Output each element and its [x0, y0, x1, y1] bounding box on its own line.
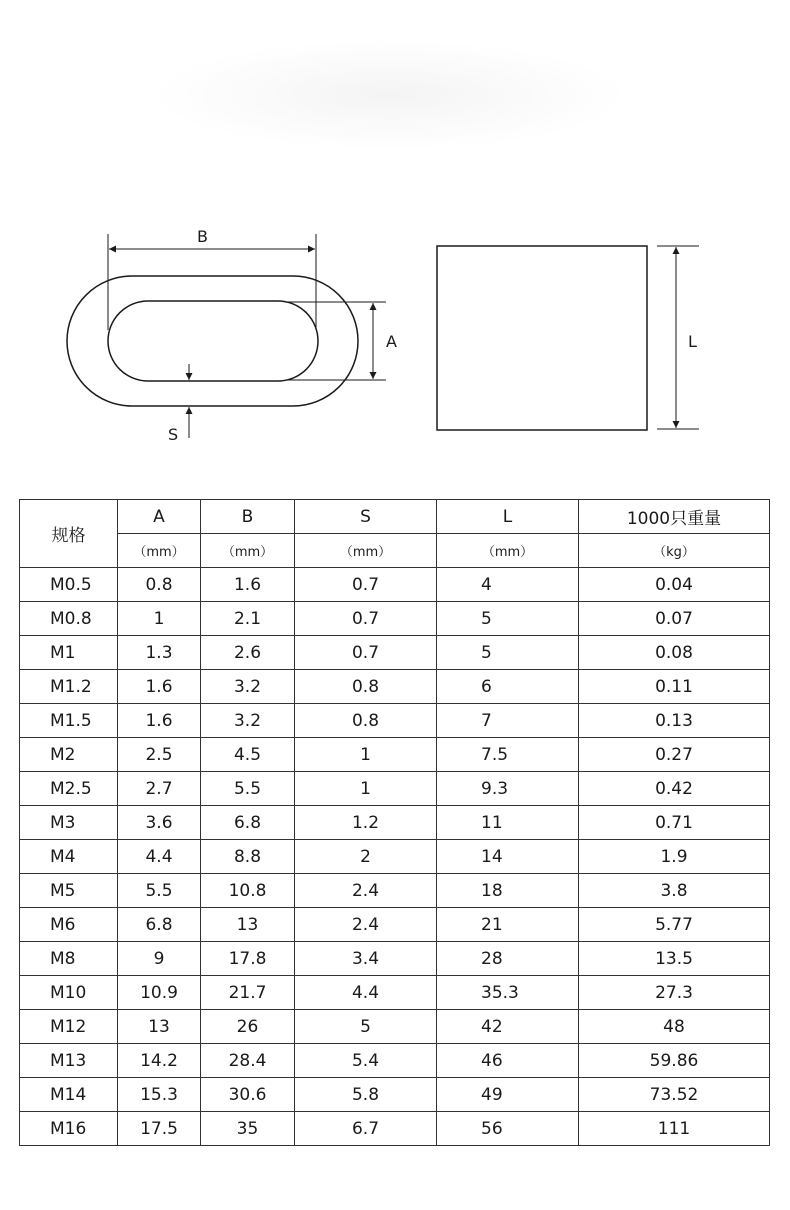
header-weight: 1000只重量 — [579, 500, 770, 534]
cell-weight: 27.3 — [579, 976, 770, 1010]
table-row — [20, 942, 770, 976]
cell-weight: 73.52 — [579, 1078, 770, 1112]
s-label: S — [168, 425, 179, 444]
table-row — [20, 806, 770, 840]
cell-b: 5.5 — [201, 772, 295, 806]
cell-a: 13 — [118, 1010, 201, 1044]
table-row — [20, 704, 770, 738]
sleeve-outer-outline — [67, 276, 358, 406]
cell-weight: 48 — [579, 1010, 770, 1044]
cell-spec: M16 — [20, 1112, 118, 1146]
cell-l: 46 — [437, 1044, 579, 1078]
cell-l: 7.5 — [437, 738, 579, 772]
cell-a: 10.9 — [118, 976, 201, 1010]
cell-l: 35.3 — [437, 976, 579, 1010]
header-s: S — [295, 500, 437, 534]
cell-l: 56 — [437, 1112, 579, 1146]
cell-weight: 0.71 — [579, 806, 770, 840]
background-shade — [150, 40, 630, 150]
table-row — [20, 840, 770, 874]
cell-l: 5 — [437, 602, 579, 636]
table-row — [20, 602, 770, 636]
cell-spec: M2 — [20, 738, 118, 772]
cell-a: 1.3 — [118, 636, 201, 670]
header-l: L — [437, 500, 579, 534]
cell-b: 10.8 — [201, 874, 295, 908]
table-unit-row — [20, 534, 770, 568]
cell-weight: 59.86 — [579, 1044, 770, 1078]
cell-b: 6.8 — [201, 806, 295, 840]
cell-spec: M6 — [20, 908, 118, 942]
header-b: B — [201, 500, 295, 534]
cell-spec: M1.5 — [20, 704, 118, 738]
sleeve-side-view — [437, 246, 647, 430]
cell-b: 2.6 — [201, 636, 295, 670]
cell-l: 5 — [437, 636, 579, 670]
cell-a: 2.5 — [118, 738, 201, 772]
cell-spec: M12 — [20, 1010, 118, 1044]
cell-a: 9 — [118, 942, 201, 976]
table-row — [20, 1044, 770, 1078]
cell-a: 1 — [118, 602, 201, 636]
unit-a: （mm） — [118, 534, 201, 568]
cell-a: 1.6 — [118, 704, 201, 738]
table-row — [20, 738, 770, 772]
table-row — [20, 772, 770, 806]
cell-l: 42 — [437, 1010, 579, 1044]
table-row — [20, 1112, 770, 1146]
header-spec: 规格 — [20, 500, 118, 568]
cell-spec: M13 — [20, 1044, 118, 1078]
table-row — [20, 1010, 770, 1044]
cell-a: 1.6 — [118, 670, 201, 704]
cell-l: 21 — [437, 908, 579, 942]
cell-l: 4 — [437, 568, 579, 602]
cell-s: 2 — [295, 840, 437, 874]
cell-s: 2.4 — [295, 908, 437, 942]
table-row — [20, 568, 770, 602]
cell-s: 0.7 — [295, 568, 437, 602]
cell-a: 17.5 — [118, 1112, 201, 1146]
table-row — [20, 976, 770, 1010]
cell-s: 3.4 — [295, 942, 437, 976]
l-label: L — [688, 332, 697, 351]
cell-b: 35 — [201, 1112, 295, 1146]
cell-weight: 111 — [579, 1112, 770, 1146]
cell-l: 14 — [437, 840, 579, 874]
cell-l: 9.3 — [437, 772, 579, 806]
cell-weight: 0.42 — [579, 772, 770, 806]
cell-a: 15.3 — [118, 1078, 201, 1112]
cell-s: 1.2 — [295, 806, 437, 840]
cell-l: 49 — [437, 1078, 579, 1112]
cell-b: 3.2 — [201, 704, 295, 738]
cell-s: 2.4 — [295, 874, 437, 908]
cell-b: 26 — [201, 1010, 295, 1044]
table-row — [20, 908, 770, 942]
table-body — [20, 568, 770, 1146]
cell-weight: 0.07 — [579, 602, 770, 636]
cell-weight: 0.08 — [579, 636, 770, 670]
cell-spec: M2.5 — [20, 772, 118, 806]
cell-a: 2.7 — [118, 772, 201, 806]
cell-weight: 5.77 — [579, 908, 770, 942]
cell-a: 0.8 — [118, 568, 201, 602]
cell-weight: 0.27 — [579, 738, 770, 772]
cell-s: 5.4 — [295, 1044, 437, 1078]
cell-s: 0.7 — [295, 636, 437, 670]
cell-s: 0.7 — [295, 602, 437, 636]
cell-spec: M1 — [20, 636, 118, 670]
a-label: A — [386, 332, 397, 351]
cell-s: 6.7 — [295, 1112, 437, 1146]
cell-a: 6.8 — [118, 908, 201, 942]
cell-a: 3.6 — [118, 806, 201, 840]
cell-a: 14.2 — [118, 1044, 201, 1078]
cell-s: 0.8 — [295, 704, 437, 738]
cell-weight: 13.5 — [579, 942, 770, 976]
cell-s: 1 — [295, 772, 437, 806]
table-row — [20, 874, 770, 908]
cell-a: 4.4 — [118, 840, 201, 874]
cell-b: 8.8 — [201, 840, 295, 874]
cell-spec: M10 — [20, 976, 118, 1010]
cell-b: 21.7 — [201, 976, 295, 1010]
cell-spec: M4 — [20, 840, 118, 874]
cell-s: 0.8 — [295, 670, 437, 704]
cell-l: 28 — [437, 942, 579, 976]
cell-s: 4.4 — [295, 976, 437, 1010]
cell-spec: M1.2 — [20, 670, 118, 704]
cell-l: 6 — [437, 670, 579, 704]
cell-b: 4.5 — [201, 738, 295, 772]
sleeve-dimension-diagram — [0, 220, 790, 450]
cell-b: 28.4 — [201, 1044, 295, 1078]
cell-spec: M0.5 — [20, 568, 118, 602]
cell-s: 5.8 — [295, 1078, 437, 1112]
cell-spec: M14 — [20, 1078, 118, 1112]
cell-spec: M0.8 — [20, 602, 118, 636]
unit-l: （mm） — [437, 534, 579, 568]
unit-b: （mm） — [201, 534, 295, 568]
table-row — [20, 670, 770, 704]
table-row — [20, 636, 770, 670]
cell-spec: M3 — [20, 806, 118, 840]
cell-b: 17.8 — [201, 942, 295, 976]
unit-weight: （kg） — [579, 534, 770, 568]
cell-b: 2.1 — [201, 602, 295, 636]
sleeve-inner-outline — [108, 301, 318, 381]
cell-spec: M8 — [20, 942, 118, 976]
header-a: A — [118, 500, 201, 534]
cell-s: 5 — [295, 1010, 437, 1044]
cell-weight: 3.8 — [579, 874, 770, 908]
cell-b: 1.6 — [201, 568, 295, 602]
table-header-row — [20, 500, 770, 534]
table-row — [20, 1078, 770, 1112]
specification-table — [19, 499, 770, 1146]
cell-weight: 0.11 — [579, 670, 770, 704]
cell-b: 30.6 — [201, 1078, 295, 1112]
cell-b: 3.2 — [201, 670, 295, 704]
cell-l: 11 — [437, 806, 579, 840]
unit-s: （mm） — [295, 534, 437, 568]
b-label: B — [197, 227, 208, 246]
cell-l: 7 — [437, 704, 579, 738]
cell-b: 13 — [201, 908, 295, 942]
cell-s: 1 — [295, 738, 437, 772]
cell-spec: M5 — [20, 874, 118, 908]
cell-weight: 0.04 — [579, 568, 770, 602]
cell-a: 5.5 — [118, 874, 201, 908]
cell-weight: 0.13 — [579, 704, 770, 738]
cell-weight: 1.9 — [579, 840, 770, 874]
cell-l: 18 — [437, 874, 579, 908]
